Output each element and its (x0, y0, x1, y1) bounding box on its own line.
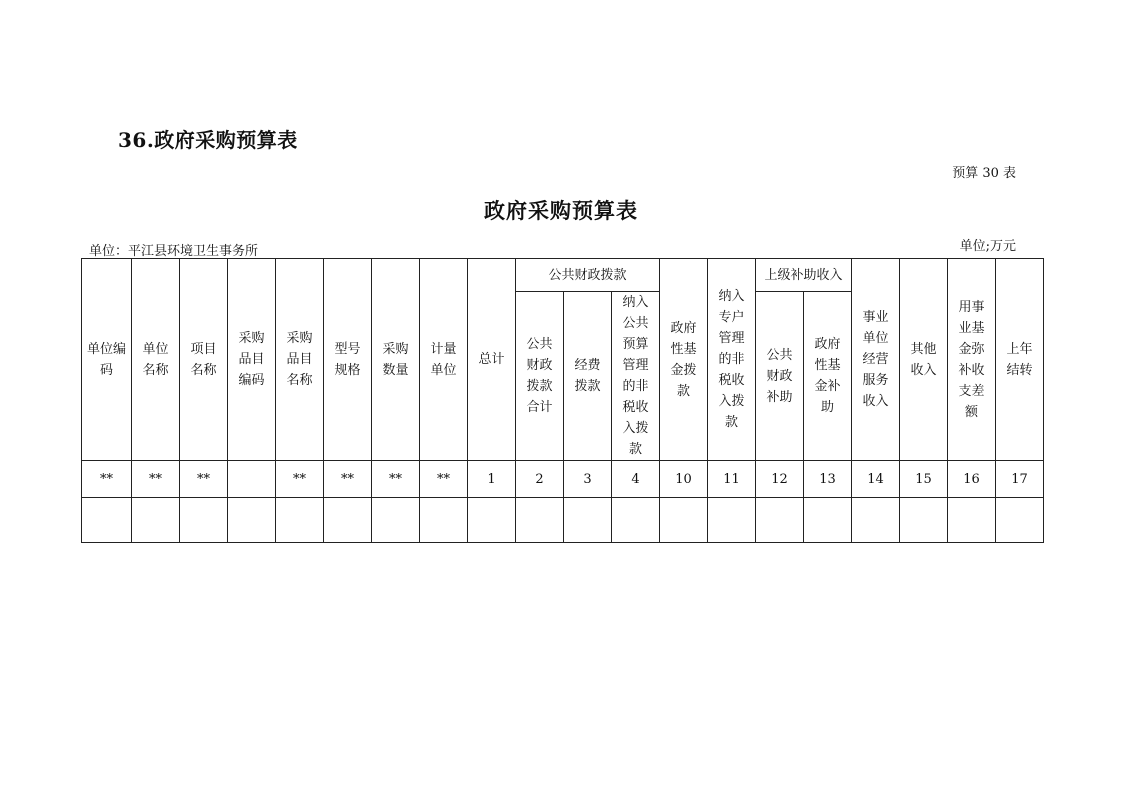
header-cell: 采购品目名称 (276, 259, 324, 461)
header-group-cell: 公共财政拨款 (516, 259, 660, 292)
table-cell (996, 498, 1044, 543)
table-cell: 11 (708, 461, 756, 498)
currency-unit-label: 单位;万元 (959, 239, 1016, 254)
header-cell: 型号规格 (324, 259, 372, 461)
header-cell: 公共财政补助 (756, 292, 804, 461)
table-cell (276, 498, 324, 543)
header-cell: 政府性基金拨款 (660, 259, 708, 461)
table-cell (852, 498, 900, 543)
header-cell: 采购品目编码 (228, 259, 276, 461)
table-cell (612, 498, 660, 543)
header-cell: 其他收入 (900, 259, 948, 461)
table-cell: 4 (612, 461, 660, 498)
procurement-budget-table (81, 258, 1044, 543)
header-cell: 经费拨款 (564, 292, 612, 461)
header-cell: 公共财政拨款合计 (516, 292, 564, 461)
table-cell (756, 498, 804, 543)
header-group-cell: 上级补助收入 (756, 259, 852, 292)
table-cell: 10 (660, 461, 708, 498)
table-cell (228, 461, 276, 498)
table-cell: 1 (468, 461, 516, 498)
table-cell: 17 (996, 461, 1044, 498)
header-cell: 计量单位 (420, 259, 468, 461)
table-cell (516, 498, 564, 543)
header-cell: 项目名称 (180, 259, 228, 461)
table-cell: 3 (564, 461, 612, 498)
table-cell (180, 498, 228, 543)
table-cell: ** (180, 461, 228, 498)
header-row-top (82, 259, 1044, 292)
unit-name-label: 单位：平江县环境卫生事务所 (89, 244, 259, 259)
header-cell: 纳入专户管理的非税收入拨款 (708, 259, 756, 461)
form-number: 预算 30 表 (952, 166, 1016, 181)
table-cell (948, 498, 996, 543)
table-cell (564, 498, 612, 543)
table-row (82, 461, 1044, 498)
table-cell: ** (82, 461, 132, 498)
header-cell: 纳入公共预算管理的非税收入拨款 (612, 292, 660, 461)
header-cell: 政府性基金补助 (804, 292, 852, 461)
header-cell: 用事业基金弥补收支差额 (948, 259, 996, 461)
table-row (82, 498, 1044, 543)
table-title: 政府采购预算表 (484, 198, 638, 223)
table-cell (708, 498, 756, 543)
table-cell: ** (420, 461, 468, 498)
table-cell (804, 498, 852, 543)
header-cell: 单位编码 (82, 259, 132, 461)
table-cell (228, 498, 276, 543)
table-cell (372, 498, 420, 543)
table-cell: 14 (852, 461, 900, 498)
table-cell: 12 (756, 461, 804, 498)
table-cell (324, 498, 372, 543)
table-cell: ** (132, 461, 180, 498)
table-cell: ** (324, 461, 372, 498)
section-title: 36.政府采购预算表 (118, 128, 298, 152)
table-cell: 16 (948, 461, 996, 498)
table-cell (132, 498, 180, 543)
table-cell (468, 498, 516, 543)
table-cell (660, 498, 708, 543)
header-cell: 上年结转 (996, 259, 1044, 461)
table-cell: 2 (516, 461, 564, 498)
table-cell: ** (276, 461, 324, 498)
header-cell: 采购数量 (372, 259, 420, 461)
table-cell (420, 498, 468, 543)
table-cell (900, 498, 948, 543)
header-cell: 总计 (468, 259, 516, 461)
header-cell: 单位名称 (132, 259, 180, 461)
table-cell: 15 (900, 461, 948, 498)
table-cell: 13 (804, 461, 852, 498)
header-cell: 事业单位经营服务收入 (852, 259, 900, 461)
table-cell: ** (372, 461, 420, 498)
table-cell (82, 498, 132, 543)
